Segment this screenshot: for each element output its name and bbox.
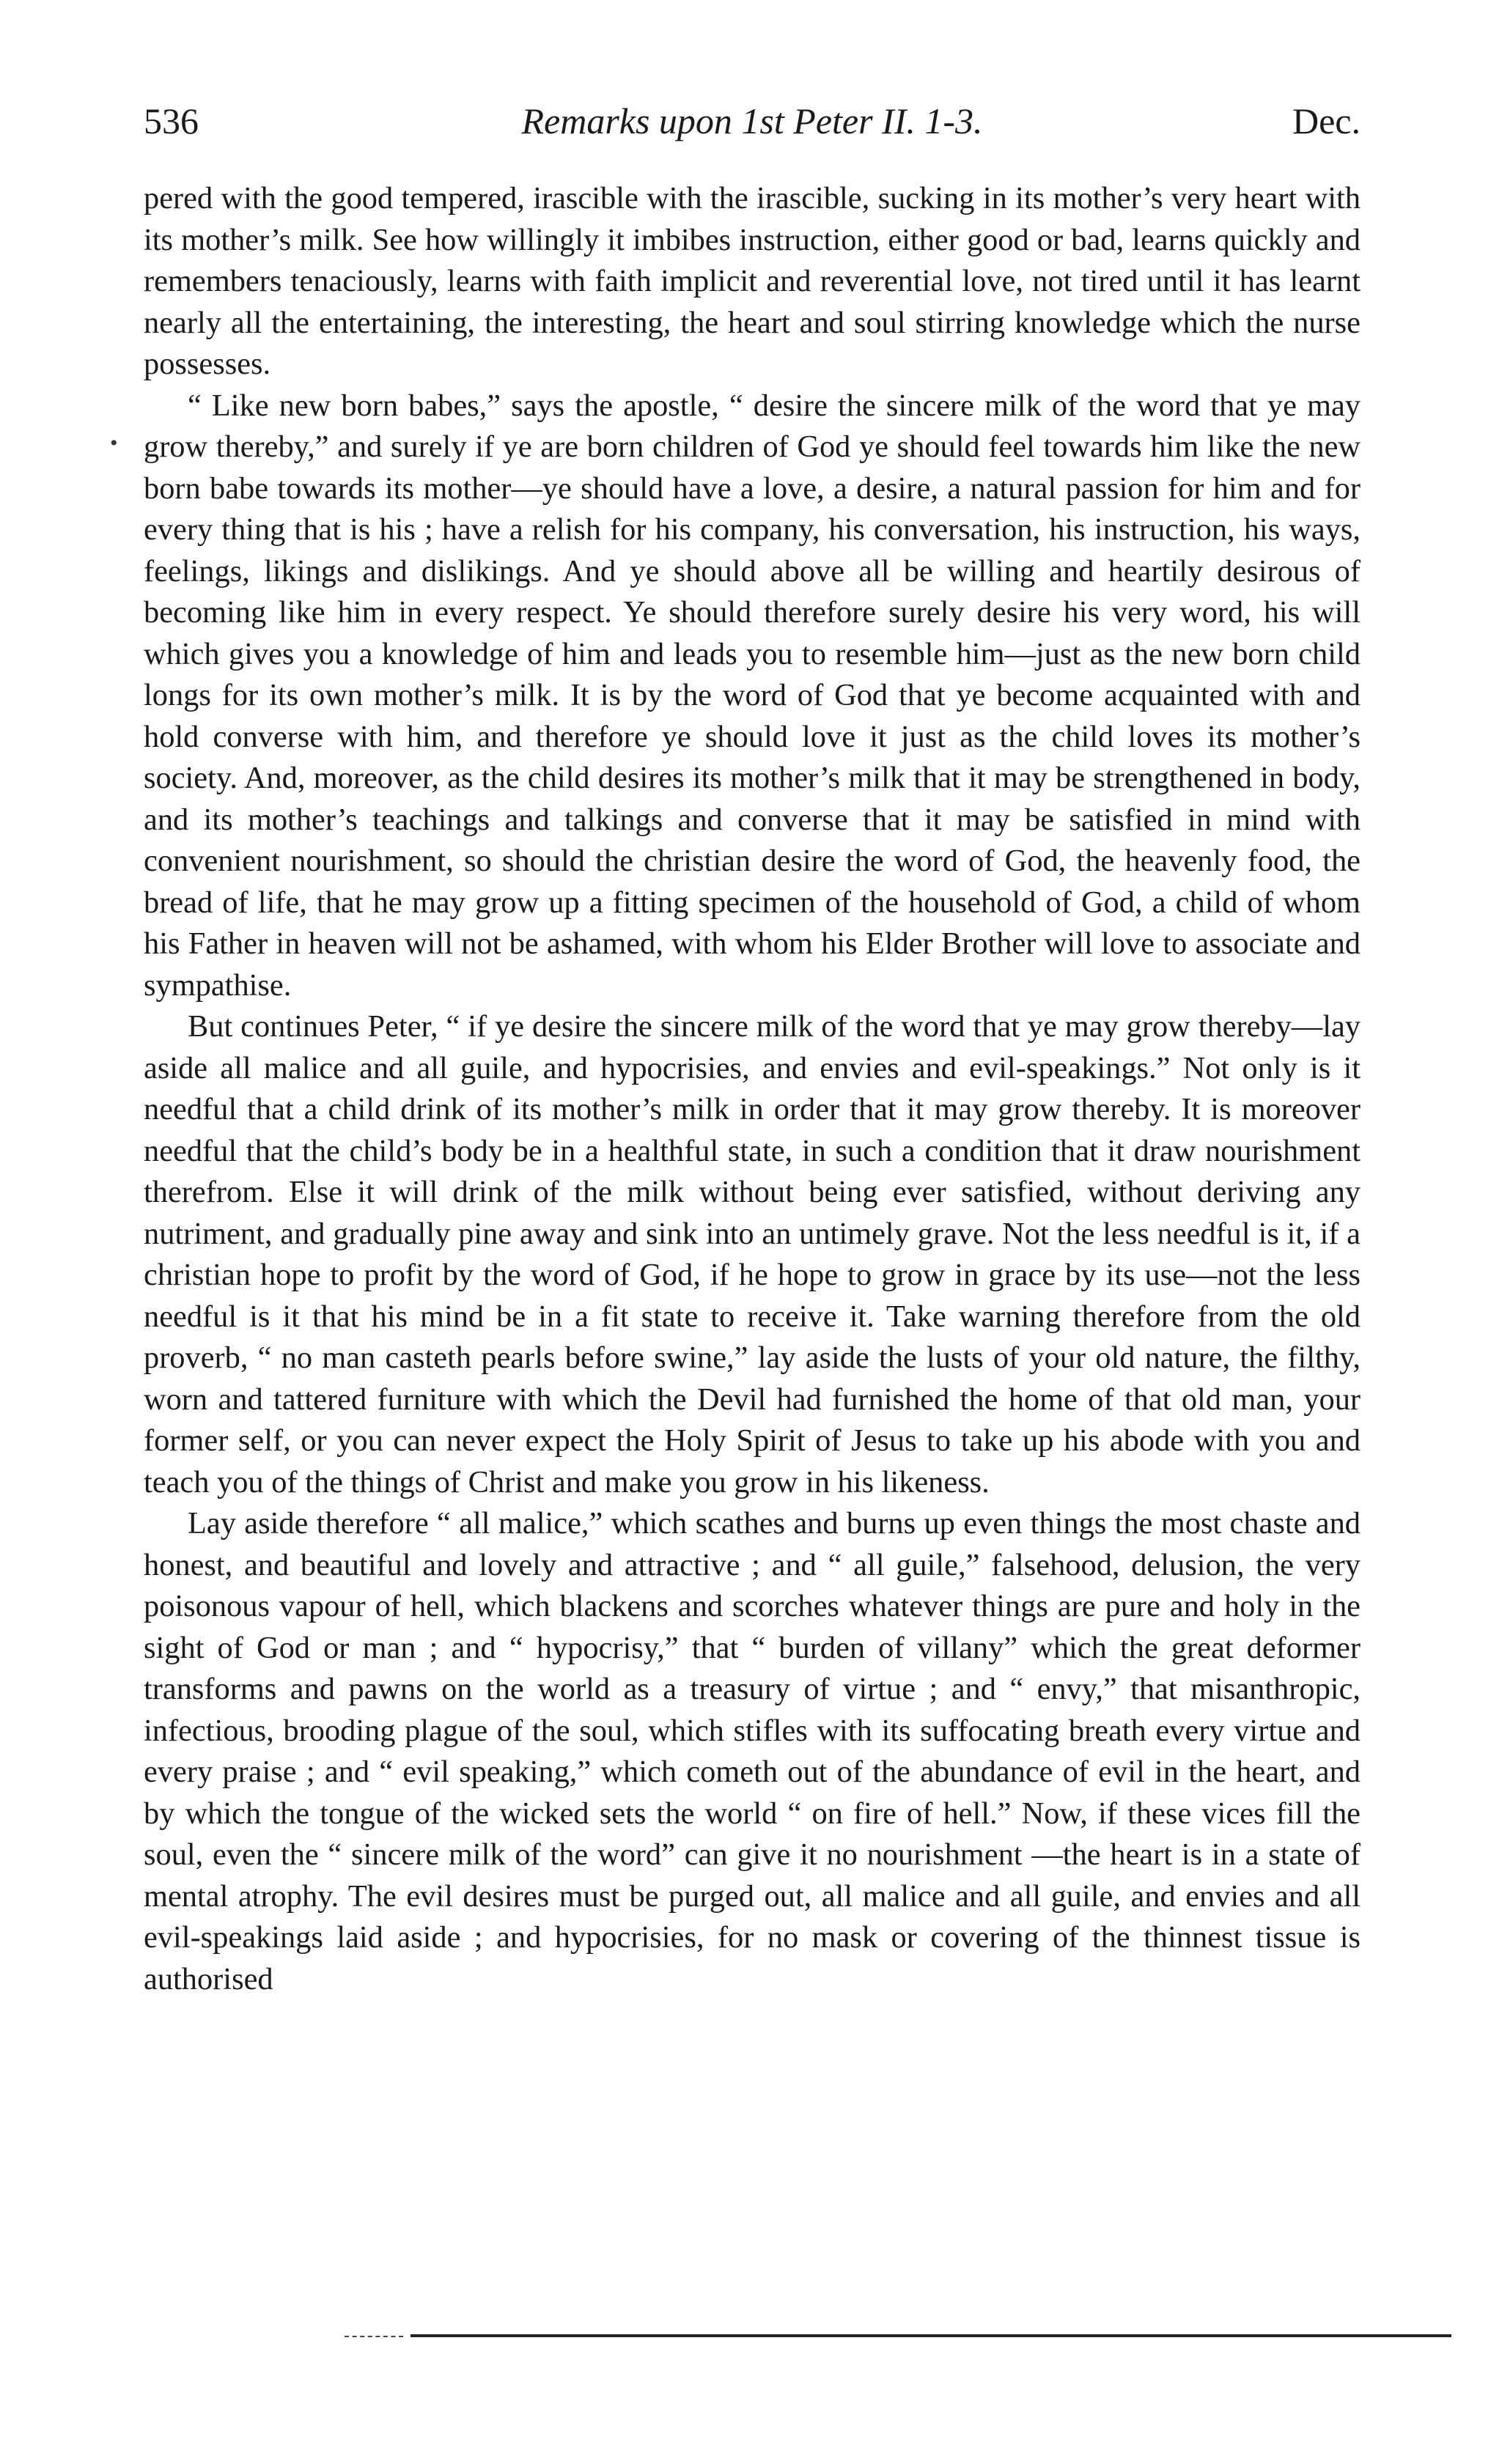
margin-mark: •	[110, 431, 118, 455]
header-month: Dec.	[1292, 100, 1361, 141]
paragraph: “ Like new born babes,” says the apostle, “ desire the sincere milk of the word that ye may grow thereby,” and surely if ye are born children of God ye should feel towards him like the new born babe towards its mother—ye should have a love, a desire, a natural passion for him and for every thing that is his ; have a relish for his company, his conversation, his instruction, his ways, feelings, likings and dislikings. And ye should above all be willing and heartily desirous of becoming like him in every respect. Ye should therefore surely desire his very word, his will which gives you a knowledge of him and leads you to resemble him—just as the new born child longs for its own mother’s milk. It is by the word of God that ye become acquainted with and hold converse with him, and therefore ye should love it just as the child loves its mother’s society. And, moreover, as the child desires its mother’s milk that it may be strengthened in body, and its mother’s teachings and talkings and converse that it may be satisfied in mind with convenient nourishment, so should the christian desire the word of God, the heavenly food, the bread of life, that he may grow up a fitting specimen of the household of God, a child of whom his Father in heaven will not be ashamed, with whom his Elder Brother will love to associate and sympathise.	[144, 388, 1361, 1003]
footer-rule-dashed	[345, 2336, 403, 2337]
footer-rule	[411, 2334, 1451, 2337]
running-title: Remarks upon 1st Peter II. 1-3.	[521, 100, 983, 141]
paragraph: Lay aside therefore “ all malice,” which scathes and burns up even things the most chaste and honest, and beautiful and lovely and attractive ; and “ all guile,” falsehood, delusion, the very poisonous vapour of hell, which blackens and scorches whatever things are pure and holy in the sight of God or man ; and “ hypocrisy,” that “ burden of villany” which the great deformer transforms and pawns on the world as a treasury of virtue ; and “ envy,” that misanthropic, infectious, brooding plague of the soul, which stifles with its suffocating breath every virtue and every praise ; and “ evil speaking,” which cometh out of the abundance of evil in the heart, and by which the tongue of the wicked sets the world “ on fire of hell.” Now, if these vices fill the soul, even the “ sincere milk of the word” can give it no nourishment —the heart is in a state of mental atrophy. The evil desires must be purged out, all malice and all guile, and envies and all evil-speakings laid aside ; and hypocrisies, for no mask or covering of the thinnest tissue is authorised	[144, 1506, 1361, 1996]
page-body	[144, 178, 1361, 2000]
paragraph-continued: pered with the good tempered, irascible with the irascible, sucking in its mother’s very heart with its mother’s milk. See how willingly it imbibes instruction, either good or bad, learns quickly and remembers tenaciously, learns with faith implicit and reverential love, not tired until it has learnt nearly all the entertaining, the interesting, the heart and soul stirring knowledge which the nurse possesses.	[144, 181, 1361, 381]
paragraph: But continues Peter, “ if ye desire the sincere milk of the word that ye may grow thereby—lay aside all malice and all guile, and hypocrisies, and envies and evil-speakings.” Not only is it needful that a child drink of its mother’s milk in order that it may grow thereby. It is moreover needful that the child’s body be in a healthful state, in such a condition that it draw nourishment therefrom. Else it will drink of the milk without being ever satisfied, without deriving any nutriment, and gradually pine away and sink into an untimely grave. Not the less needful is it, if a christian hope to profit by the word of God, if he hope to grow in grace by its use—not the less needful is it that his mind be in a fit state to receive it. Take warning therefore from the old proverb, “ no man casteth pearls before swine,” lay aside the lusts of your old nature, the filthy, worn and tattered furniture with which the Devil had furnished the home of that old man, your former self, or you can never expect the Holy Spirit of Jesus to take up his abode with you and teach you of the things of Christ and make you grow in his likeness.	[144, 1009, 1361, 1500]
page-number: 536	[144, 100, 199, 141]
running-header	[144, 92, 1361, 150]
page	[144, 92, 1361, 2000]
